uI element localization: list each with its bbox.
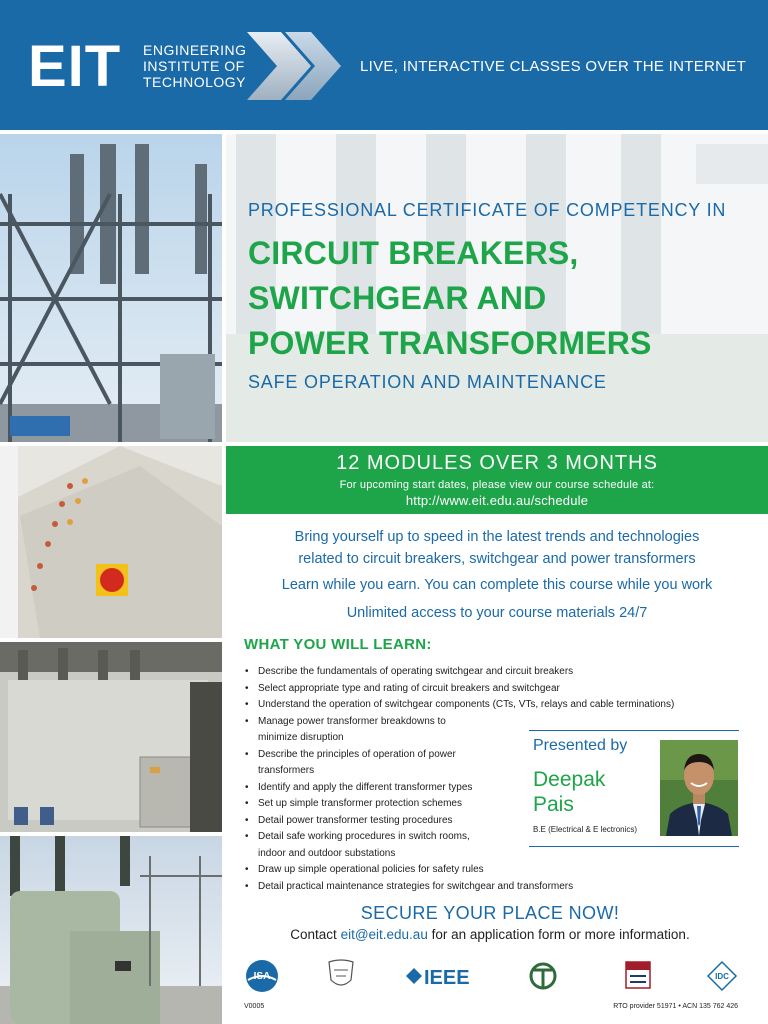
contact-suffix: for an application form or more information. bbox=[427, 927, 690, 942]
learn-list-item: • Describe the principles of operation of power transformers bbox=[244, 747, 764, 780]
intro-line: Unlimited access to your course materials 24/7 bbox=[346, 605, 648, 621]
cta-heading: SECURE YOUR PLACE NOW! bbox=[360, 903, 620, 923]
learn-list-item: • Understand the operation of switchgear components (CTs, VTs, relays and cable terminations) bbox=[244, 697, 764, 714]
contact-email-link[interactable]: eit@eit.edu.au bbox=[340, 927, 428, 942]
contact-prefix: Contact bbox=[290, 927, 341, 942]
partner-logos bbox=[238, 958, 748, 996]
ieee-logo-icon bbox=[406, 958, 474, 994]
intro-line: related to circuit breakers, switchgear and power transformers bbox=[298, 551, 696, 567]
presenter-portrait bbox=[660, 740, 738, 836]
learn-list-item: • Manage power transformer breakdowns to minimize disruption bbox=[244, 714, 764, 747]
intro-line: Learn while you earn. You can complete this course while you work bbox=[281, 577, 713, 593]
photo-substation-insulators bbox=[0, 134, 222, 442]
logo-line: INSTITUTE OF bbox=[143, 58, 245, 74]
learn-list-item: • Identify and apply the different transformer types bbox=[244, 780, 764, 797]
presenter-name-line: Deepak bbox=[533, 768, 606, 791]
course-kicker: PROFESSIONAL CERTIFICATE OF COMPETENCY IN bbox=[248, 200, 727, 220]
presenter-box bbox=[529, 730, 739, 847]
modules-title: 12 MODULES OVER 3 MONTHS bbox=[336, 452, 658, 474]
presenter-label: Presented by bbox=[533, 737, 628, 754]
eit-logo-text bbox=[143, 42, 247, 90]
course-title-line: SWITCHGEAR AND bbox=[248, 280, 547, 316]
chevron-logo-icon bbox=[245, 30, 345, 102]
presenter-credentials: B.E (Electrical & E lectronics) bbox=[533, 825, 638, 834]
modules-banner bbox=[226, 446, 768, 514]
idc-logo-icon bbox=[704, 958, 740, 994]
course-title-block bbox=[248, 200, 758, 393]
learn-list-item: • Describe the fundamentals of operating switchgear and circuit breakers bbox=[244, 664, 764, 681]
ieee-logo-text: IEEE bbox=[424, 967, 470, 989]
logo-line: ENGINEERING bbox=[143, 42, 247, 58]
idc-logo-text: IDC bbox=[715, 972, 729, 981]
course-subtitle: SAFE OPERATION AND MAINTENANCE bbox=[248, 372, 607, 392]
schedule-note: For upcoming start dates, please view our course schedule at: bbox=[339, 479, 655, 491]
certification-logo-icon bbox=[528, 958, 558, 994]
logo-line: TECHNOLOGY bbox=[143, 74, 247, 90]
header-banner bbox=[0, 0, 768, 130]
university-crest-icon bbox=[624, 958, 652, 994]
learn-list-item: • Detail power transformer testing procedures bbox=[244, 813, 764, 830]
intro-text bbox=[232, 526, 762, 624]
learn-heading: WHAT YOU WILL LEARN: bbox=[244, 636, 432, 653]
eit-logo-mark: EIT bbox=[28, 34, 122, 99]
presenter-name-line: Pais bbox=[533, 793, 574, 816]
isa-logo-icon bbox=[244, 958, 280, 994]
crest-logo-icon bbox=[326, 958, 356, 992]
photo-transformer-unit bbox=[0, 642, 222, 832]
header-tagline: LIVE, INTERACTIVE CLASSES OVER THE INTERNET bbox=[360, 58, 747, 75]
document-code: V0005 bbox=[244, 1003, 265, 1010]
rto-provider-text: RTO provider 51971 • ACN 135 762 426 bbox=[613, 1003, 738, 1010]
learn-list-item: • Set up simple transformer protection schemes bbox=[244, 796, 764, 813]
photo-switchgear-panel bbox=[0, 446, 222, 638]
course-title-line: POWER TRANSFORMERS bbox=[248, 325, 652, 361]
learn-list-item: • Select appropriate type and rating of circuit breakers and switchgear bbox=[244, 681, 764, 698]
learn-list-item: • Detail safe working procedures in switch rooms, indoor and outdoor substations bbox=[244, 829, 764, 862]
photo-outdoor-transformer bbox=[0, 836, 222, 1024]
intro-line: Bring yourself up to speed in the latest trends and technologies bbox=[294, 529, 700, 545]
presenter-name bbox=[533, 767, 605, 817]
course-title-line: CIRCUIT BREAKERS, bbox=[248, 235, 579, 271]
learn-list-item: • Detail practical maintenance strategies for switchgear and transformers bbox=[244, 879, 764, 896]
course-title bbox=[248, 231, 758, 366]
isa-logo-text: ISA bbox=[253, 971, 271, 982]
schedule-link[interactable]: http://www.eit.edu.au/schedule bbox=[405, 493, 589, 508]
learn-list-item: • Draw up simple operational policies for safety rules bbox=[244, 862, 764, 879]
contact-line bbox=[232, 927, 748, 942]
